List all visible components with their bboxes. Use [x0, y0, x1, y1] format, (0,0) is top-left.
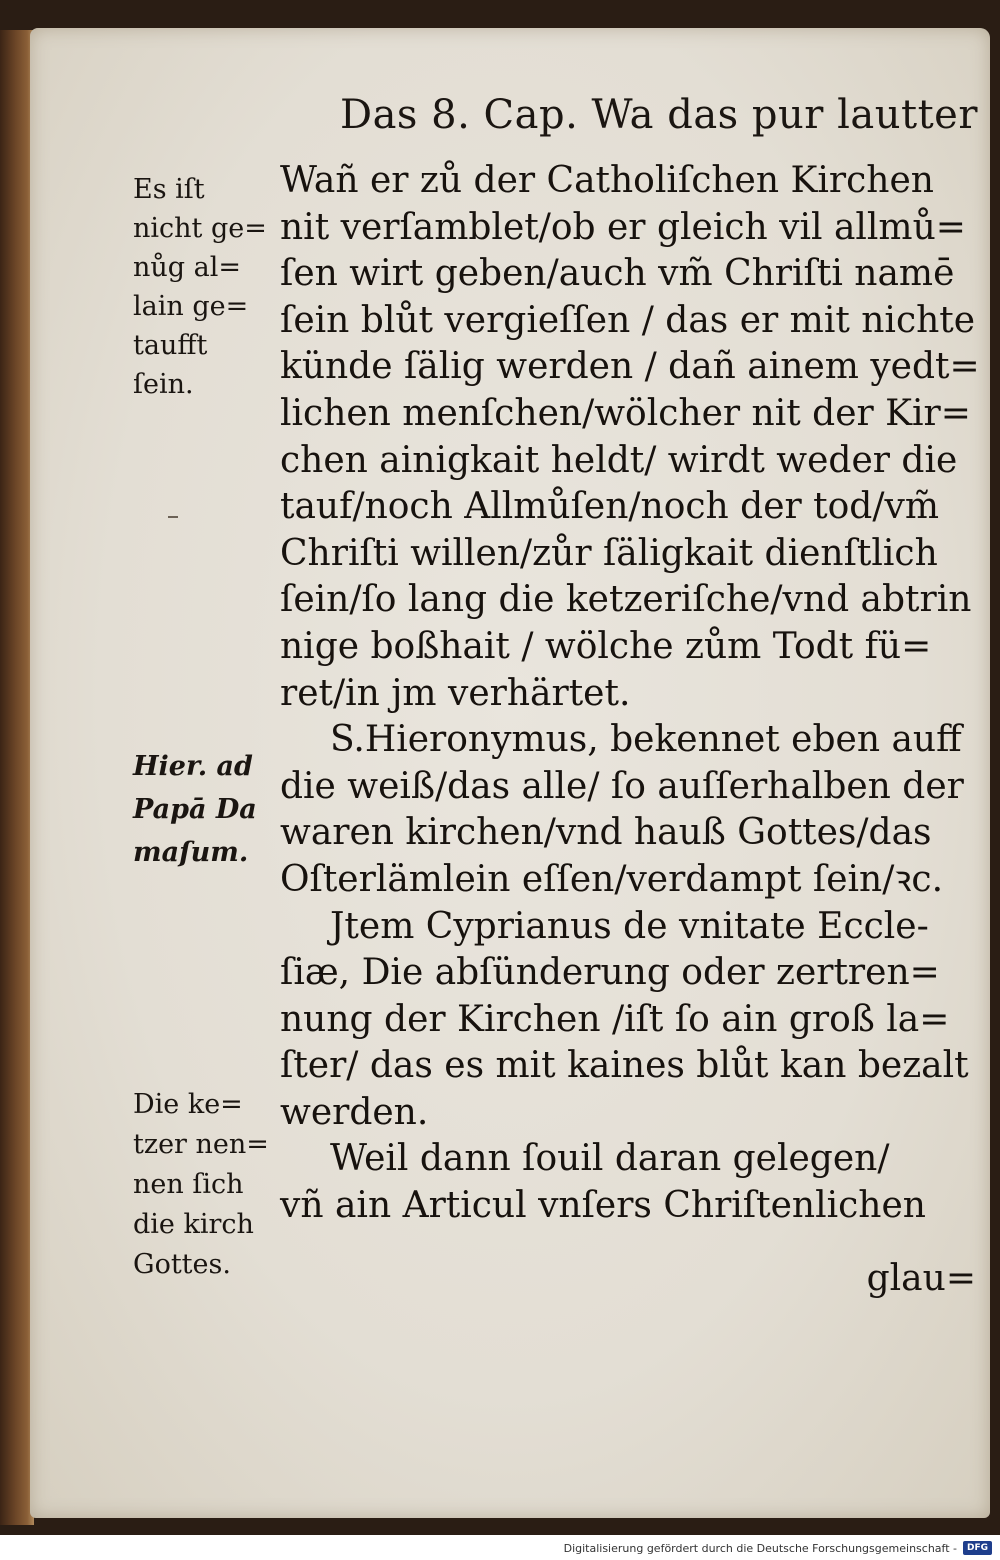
margin-dash: [168, 516, 178, 518]
text-line: ſter/ das es mit kaines blůt kan bezalt: [280, 1045, 969, 1087]
margin-note-line: Es iſt: [133, 174, 205, 205]
book-cover-edge: [0, 30, 34, 1525]
margin-note-line: Papā Da: [133, 794, 257, 825]
catchword: glau=: [866, 1258, 976, 1299]
margin-note-line: ſein.: [133, 369, 194, 400]
text-line: Weil dann ſouil daran gelegen/: [330, 1138, 890, 1180]
text-line: werden.: [280, 1091, 429, 1133]
margin-note-line: taufft: [133, 330, 208, 361]
text-line: ſiæ, Die abſünderung oder zertren=: [280, 952, 940, 994]
text-line: Jtem Cyprianus de vnitate Eccle-: [330, 905, 929, 947]
text-line: nige boßhait / wölche zům Todt fü=: [280, 625, 932, 667]
text-line: nit verſamblet/ob er gleich vil allmů=: [280, 206, 966, 248]
footer: [564, 1538, 992, 1558]
margin-note-line: Die ke=: [133, 1089, 243, 1120]
text-line: vñ ain Articul vnſers Chriſtenlichen: [280, 1185, 926, 1227]
margin-note-line: nůg al=: [133, 252, 241, 283]
text-line: chen ainigkait heldt/ wirdt weder die: [280, 439, 958, 481]
text-line: S.Hieronymus, bekennet eben auff: [330, 719, 962, 761]
margin-note-line: Gottes.: [133, 1249, 231, 1280]
text-line: nung der Kirchen /iſt ſo ain groß la=: [280, 998, 950, 1040]
dfg-logo: DFG: [963, 1541, 992, 1555]
text-line: tauf/noch Allmůſen/noch der tod/vm̃: [280, 486, 939, 528]
margin-note-line: lain ge=: [133, 291, 249, 322]
text-line: Chriſti willen/zůr ſäligkait dienſtlich: [280, 532, 938, 574]
text-line: Oſterlämlein eſſen/verdampt ſein/ꝛc.: [280, 858, 944, 900]
text-line: ſein/ſo lang die ketzeriſche/vnd abtrin: [280, 579, 972, 621]
text-line: waren kirchen/vnd hauß Gottes/das: [280, 812, 932, 854]
text-line: ſein blůt vergieſſen / das er mit nichte: [280, 299, 976, 341]
margin-note-heretics: [133, 1085, 281, 1285]
margin-note-line: Hier. ad: [133, 751, 253, 782]
text-line: die weiß/das alle/ ſo auſſerhalben der: [280, 765, 964, 807]
running-head: Das 8. Cap. Wa das pur lautter: [340, 92, 978, 138]
footer-text: Digitalisierung gefördert durch die Deutsche Forschungsgemeinschaft -: [563, 1541, 957, 1555]
margin-note-line: tzer nen=: [133, 1129, 269, 1160]
main-text-block: [280, 158, 985, 1230]
text-line: künde ſälig werden / dañ ainem yedt=: [280, 346, 980, 388]
margin-note-line: die kirch: [133, 1209, 254, 1240]
margin-note-line: maſum.: [133, 837, 249, 868]
margin-note-line: nicht ge=: [133, 213, 267, 244]
text-line: Wañ er zů der Catholiſchen Kirchen: [280, 160, 934, 201]
text-line: ret/in jm verhärtet.: [280, 672, 631, 714]
margin-note-baptism: [133, 170, 281, 404]
text-line: lichen menſchen/wölcher nit der Kir=: [280, 392, 971, 434]
margin-note-line: nen ſich: [133, 1169, 244, 1200]
margin-note-hieronymus: [133, 745, 281, 874]
text-line: ſen wirt geben/auch vm̃ Chriſti namē: [280, 253, 955, 295]
